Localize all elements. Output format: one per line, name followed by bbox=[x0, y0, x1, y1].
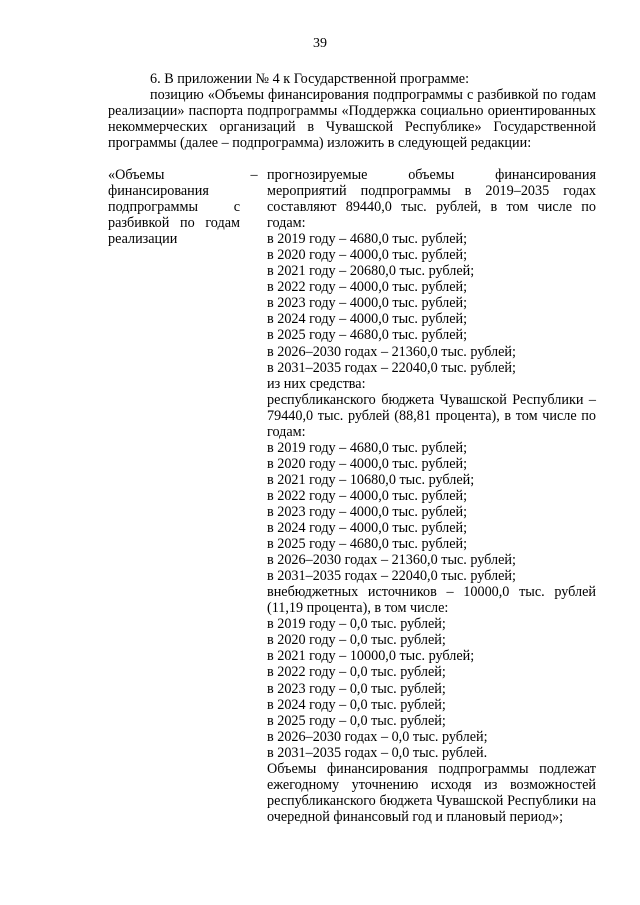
amendment-heading: 6. В приложении № 4 к Государственной программе: bbox=[150, 71, 470, 87]
table-right-column bbox=[267, 167, 596, 825]
republican-year-line: в 2019 году – 4680,0 тыс. рублей; bbox=[267, 439, 468, 456]
total-year-line: в 2024 году – 4000,0 тыс. рублей; bbox=[267, 311, 468, 328]
total-year-line: в 2031–2035 годах – 22040,0 тыс. рублей; bbox=[267, 359, 516, 376]
republican-year-line: в 2022 году – 4000,0 тыс. рублей; bbox=[267, 487, 468, 504]
page-number: 39 bbox=[313, 36, 327, 51]
extrabudgetary-year-line: в 2019 году – 0,0 тыс. рублей; bbox=[267, 616, 446, 633]
republican-budget-intro: республиканского бюджета Чувашской Республики – 79440,0 тыс. рублей (88,81 процента), в том числе по годам: bbox=[267, 391, 596, 440]
total-year-line: в 2026–2030 годах – 21360,0 тыс. рублей; bbox=[267, 343, 516, 360]
extrabudgetary-year-line: в 2025 году – 0,0 тыс. рублей; bbox=[267, 712, 446, 729]
closing-paragraph: Объемы финансирования подпрограммы подлежат ежегодному уточнению исходя из возможностей республиканского бюджета Чувашской Республики на очередной финансовый год и плановый период»; bbox=[267, 760, 596, 825]
extrabudgetary-year-line: в 2023 году – 0,0 тыс. рублей; bbox=[267, 680, 446, 697]
total-year-line: в 2022 году – 4000,0 тыс. рублей; bbox=[267, 279, 468, 296]
republican-year-line: в 2031–2035 годах – 22040,0 тыс. рублей; bbox=[267, 568, 516, 585]
extrabudgetary-year-line: в 2026–2030 годах – 0,0 тыс. рублей; bbox=[267, 728, 488, 745]
total-year-line: в 2020 году – 4000,0 тыс. рублей; bbox=[267, 247, 468, 264]
extrabudgetary-year-line: в 2024 году – 0,0 тыс. рублей; bbox=[267, 696, 446, 713]
republican-year-line: в 2020 году – 4000,0 тыс. рублей; bbox=[267, 455, 468, 472]
extrabudgetary-year-line: в 2022 году – 0,0 тыс. рублей; bbox=[267, 664, 446, 681]
intro-block bbox=[108, 71, 596, 151]
of-which-label: из них средства: bbox=[267, 375, 366, 392]
total-financing-intro: прогнозируемые объемы финансирования мероприятий подпрограммы в 2019–2035 годах составляют 89440,0 тыс. рублей, в том числе по годам: bbox=[267, 167, 596, 232]
republican-year-line: в 2024 году – 4000,0 тыс. рублей; bbox=[267, 520, 468, 537]
republican-year-line: в 2025 году – 4680,0 тыс. рублей; bbox=[267, 536, 468, 553]
extrabudgetary-year-line: в 2031–2035 годах – 0,0 тыс. рублей. bbox=[267, 744, 488, 761]
extrabudgetary-year-line: в 2020 году – 0,0 тыс. рублей; bbox=[267, 632, 446, 649]
table-left-label: «Объемы финансирования подпрограммы с разбивкой по годам реализации bbox=[108, 167, 240, 248]
total-year-line: в 2021 году – 20680,0 тыс. рублей; bbox=[267, 263, 475, 280]
amendment-paragraph: позицию «Объемы финансирования подпрограммы с разбивкой по годам реализации» паспорта подпрограммы «Поддержка социально ориентированных некоммерческих организаций в Чувашской Республике» Государственной программы (далее – подпрограмма) изложить в следующей редакции: bbox=[108, 87, 596, 152]
total-year-line: в 2019 году – 4680,0 тыс. рублей; bbox=[267, 231, 468, 248]
table-dash: – bbox=[250, 167, 258, 183]
total-year-line: в 2025 году – 4680,0 тыс. рублей; bbox=[267, 327, 468, 344]
republican-year-line: в 2023 году – 4000,0 тыс. рублей; bbox=[267, 503, 468, 520]
extrabudgetary-intro: внебюджетных источников – 10000,0 тыс. рублей (11,19 процента), в том числе: bbox=[267, 584, 596, 617]
republican-year-line: в 2021 году – 10680,0 тыс. рублей; bbox=[267, 471, 475, 488]
republican-year-line: в 2026–2030 годах – 21360,0 тыс. рублей; bbox=[267, 552, 516, 569]
extrabudgetary-year-line: в 2021 году – 10000,0 тыс. рублей; bbox=[267, 648, 475, 665]
total-year-line: в 2023 году – 4000,0 тыс. рублей; bbox=[267, 295, 468, 312]
